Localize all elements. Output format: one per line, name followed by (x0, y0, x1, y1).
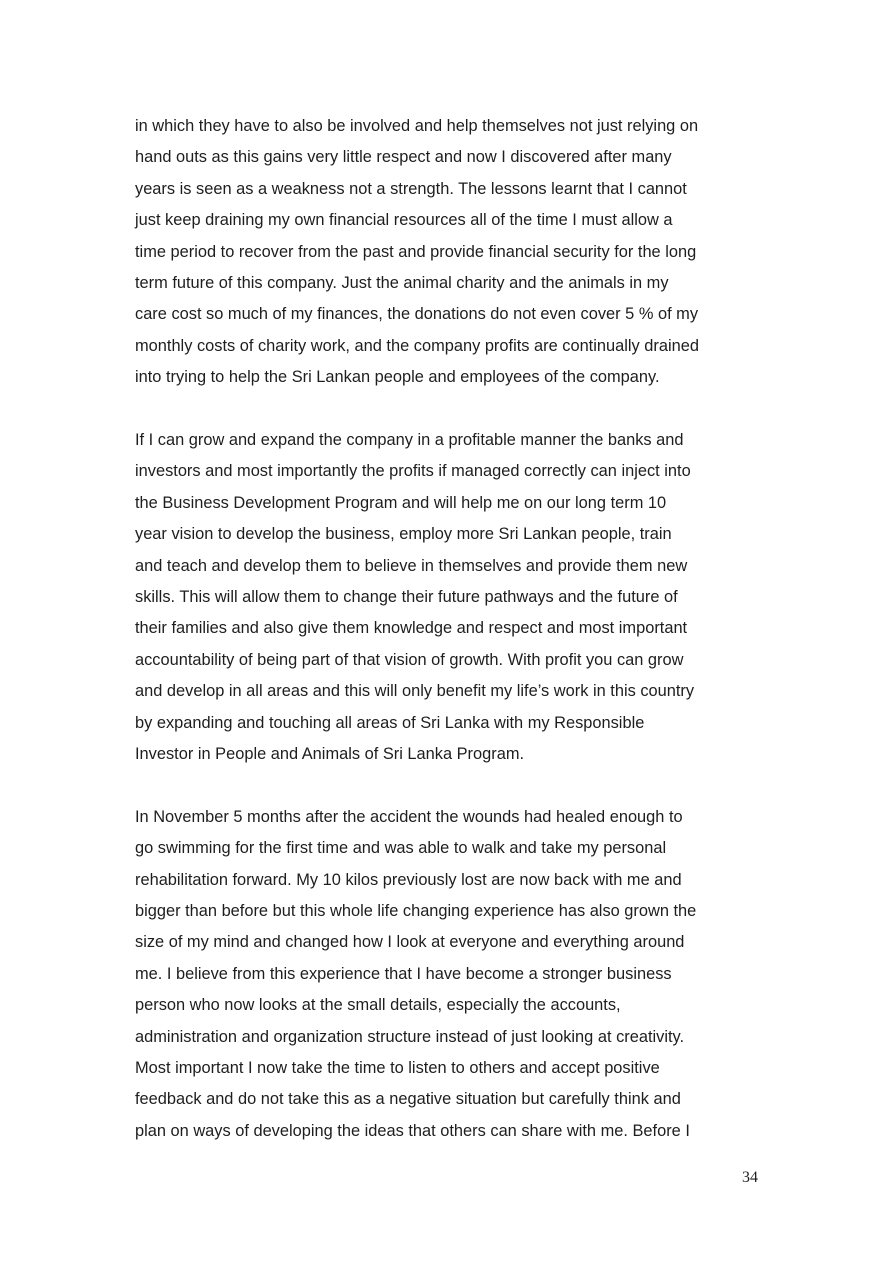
text-line: person who now looks at the small details, especially the accounts, (135, 996, 621, 1015)
text-line: and develop in all areas and this will only benefit my life’s work in this country (135, 682, 695, 701)
text-line: bigger than before but this whole life changing experience has also grown the (135, 901, 697, 920)
paragraph-2 (135, 425, 760, 770)
text-line: care cost so much of my finances, the donations do not even cover 5 % of my (135, 305, 699, 324)
text-line: size of my mind and changed how I look at everyone and everything around (135, 933, 685, 952)
text-line: their families and also give them knowledge and respect and most important (135, 619, 688, 638)
text-line: the Business Development Program and will help me on our long term 10 (135, 493, 667, 512)
text-line: in which they have to also be involved and help themselves not just relying on (135, 117, 699, 135)
text-line: just keep draining my own financial resources all of the time I must allow a (135, 211, 673, 230)
paragraph-gap (135, 770, 760, 802)
text-line: hand outs as this gains very little respect and now I discovered after many (135, 148, 672, 167)
text-line: monthly costs of charity work, and the company profits are continually drained (135, 336, 699, 355)
paragraph-1 (135, 111, 760, 394)
text-line: into trying to help the Sri Lankan people and employees of the company. (135, 368, 660, 387)
text-line: Investor in People and Animals of Sri Lanka Program. (135, 744, 525, 763)
text-line: feedback and do not take this as a negative situation but carefully think and (135, 1090, 681, 1109)
text-line: go swimming for the first time and was able to walk and take my personal (135, 839, 667, 858)
text-line: investors and most importantly the profits if managed correctly can inject into (135, 462, 691, 481)
text-line: and teach and develop them to believe in themselves and provide them new (135, 556, 688, 575)
paragraph-3 (135, 802, 760, 1147)
text-line: In November 5 months after the accident the wounds had healed enough to (135, 807, 683, 826)
text-line: skills. This will allow them to change their future pathways and the future of (135, 587, 678, 606)
page-number: 34 (742, 1169, 758, 1186)
text-line: accountability of being part of that vision of growth. With profit you can grow (135, 650, 684, 669)
text-line: year vision to develop the business, employ more Sri Lankan people, train (135, 525, 672, 544)
text-line: me. I believe from this experience that I have become a stronger business (135, 964, 672, 983)
paragraph-gap (135, 394, 760, 426)
text-line: by expanding and touching all areas of Sri Lanka with my Responsible (135, 713, 645, 732)
text-line: If I can grow and expand the company in a profitable manner the banks and (135, 431, 684, 450)
text-line: time period to recover from the past and provide financial security for the long (135, 242, 697, 261)
text-line: administration and organization structure instead of just looking at creativity. (135, 1027, 685, 1046)
text-line: plan on ways of developing the ideas that others can share with me. Before I (135, 1121, 690, 1140)
text-line: rehabilitation forward. My 10 kilos previously lost are now back with me and (135, 870, 682, 889)
text-line: term future of this company. Just the animal charity and the animals in my (135, 273, 669, 292)
text-line: Most important I now take the time to listen to others and accept positive (135, 1058, 660, 1077)
body-text (135, 111, 760, 1147)
text-line: years is seen as a weakness not a strength. The lessons learnt that I cannot (135, 179, 687, 198)
